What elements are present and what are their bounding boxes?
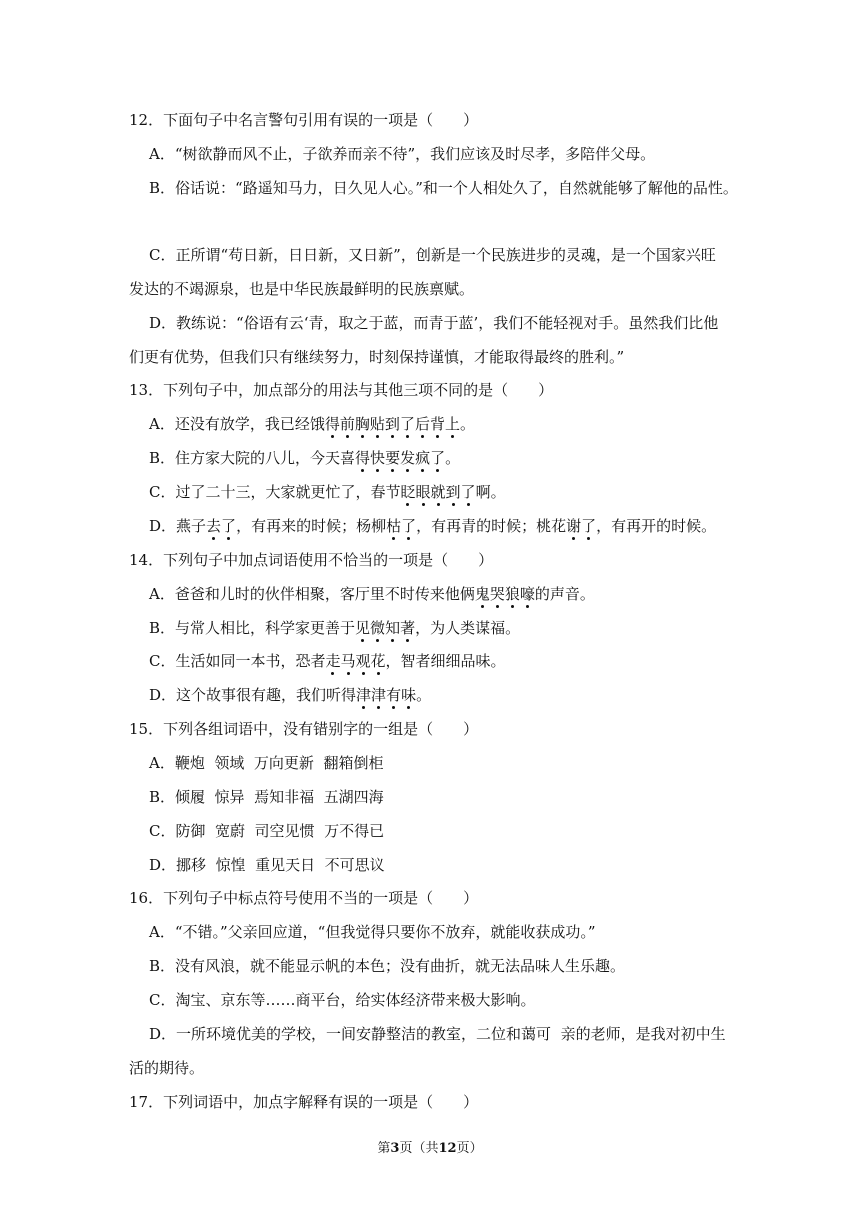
emphasis-char: 狼 <box>504 585 520 603</box>
emphasis-char: 谢 <box>566 517 582 535</box>
option-text: A．爸爸和儿时的伙伴相聚，客厅里不时传来他俩 <box>149 585 475 603</box>
option-text: D．燕子 <box>149 517 207 535</box>
dotted-text <box>386 517 416 535</box>
emphasis-char: 上 <box>444 415 460 433</box>
footer-text: 页） <box>456 1141 483 1156</box>
option-16-d: D．一所环境优美的学校，一间安静整洁的教室，二位和蔼可 亲的老师，是我对初中生 <box>149 1025 726 1043</box>
option-15-a: A．鞭炮 领域 万向更新 翻箱倒柜 <box>149 754 384 772</box>
emphasis-char: 津 <box>371 686 387 704</box>
emphasis-char: 得 <box>324 415 340 433</box>
dotted-text <box>400 483 475 501</box>
option-text: ，有再来的时候；杨柳 <box>236 517 387 535</box>
emphasis-char: 了 <box>399 415 415 433</box>
emphasis-char: 要 <box>385 449 401 467</box>
dotted-text <box>355 619 415 637</box>
option-text: ，智者细细品味。 <box>385 652 506 670</box>
question-13-stem: 13．下列句子中，加点部分的用法与其他三项不同的是（ ） <box>129 381 554 399</box>
emphasis-char: 背 <box>429 415 445 433</box>
emphasis-char: 了 <box>401 517 417 535</box>
option-16-c: C．淘宝、京东等……商平台，给实体经济带来极大影响。 <box>149 991 536 1009</box>
option-13-c <box>149 482 506 502</box>
emphasis-char: 鬼 <box>474 585 490 603</box>
option-text: B．住方家大院的八儿，今天喜 <box>149 449 356 467</box>
option-16-b: B．没有风浪，就不能显示帆的本色；没有曲折，就无法品味人生乐趣。 <box>149 957 626 975</box>
current-page-number: 3 <box>390 1141 400 1156</box>
option-15-c: C．防御 宽蔚 司空见惯 万不得已 <box>149 822 385 840</box>
dotted-text <box>355 449 445 467</box>
dotted-text <box>325 415 460 433</box>
option-text: 啊。 <box>475 483 506 501</box>
emphasis-char: 津 <box>356 686 372 704</box>
option-text: C．过了二十三，大家就更忙了，春节 <box>149 483 401 501</box>
total-page-number: 12 <box>438 1141 457 1156</box>
option-12-a: A．“树欲静而风不止，子欲养而亲不待”，我们应该及时尽孝，多陪伴父母。 <box>149 145 656 163</box>
emphasis-char: 了 <box>460 483 476 501</box>
option-15-b: B．倾履 惊异 焉知非福 五湖四海 <box>149 788 384 806</box>
question-14-stem: 14．下列句子中加点词语使用不恰当的一项是（ ） <box>129 551 494 569</box>
option-12-d-cont: 们更有优势，但我们只有继续努力，时刻保持谨慎，才能取得最终的胜利。” <box>129 348 625 366</box>
option-12-d: D．教练说：“俗语有云‘青，取之于蓝，而青于蓝’，我们不能轻视对手。虽然我们比他 <box>149 314 719 332</box>
emphasis-char: 发 <box>400 449 416 467</box>
emphasis-char: 嚎 <box>519 585 535 603</box>
footer-text: 第 <box>377 1141 391 1156</box>
option-text: ，有再开的时候。 <box>596 517 717 535</box>
question-16-stem: 16．下列句子中标点符号使用不当的一项是（ ） <box>129 889 479 907</box>
emphasis-char: 前 <box>339 415 355 433</box>
option-15-d: D．挪移 惊惶 重见天日 不可思议 <box>149 856 385 874</box>
option-14-b <box>149 618 520 638</box>
emphasis-char: 去 <box>206 517 222 535</box>
option-text: C．生活如同一本书，恐者 <box>149 652 326 670</box>
option-12-c: C．正所谓“苟日新，日日新，又日新”，创新是一个民族进步的灵魂，是一个国家兴旺 <box>149 246 716 264</box>
dotted-text <box>566 517 596 535</box>
option-13-d <box>149 516 716 536</box>
emphasis-char: 有 <box>386 686 402 704</box>
option-12-c-cont: 发达的不竭源泉，也是中华民族最鲜明的民族禀赋。 <box>129 280 475 298</box>
emphasis-char: 到 <box>445 483 461 501</box>
option-text: A．还没有放学，我已经饿 <box>149 415 325 433</box>
question-15-stem: 15．下列各组词语中，没有错别字的一组是（ ） <box>129 720 479 738</box>
dotted-text <box>206 517 236 535</box>
emphasis-char: 哭 <box>489 585 505 603</box>
emphasis-char: 枯 <box>386 517 402 535</box>
option-12-b: B．俗话说：“路遥知马力，日久见人心。”和一个人相处久了，自然就能够了解他的品性。 <box>149 179 738 197</box>
option-text: 。 <box>445 449 461 467</box>
option-16-d-cont: 活的期待。 <box>129 1059 205 1077</box>
emphasis-char: 眼 <box>415 483 431 501</box>
emphasis-char: 眨 <box>400 483 416 501</box>
option-text: ，为人类谋福。 <box>415 619 521 637</box>
emphasis-char: 了 <box>221 517 237 535</box>
emphasis-char: 了 <box>430 449 446 467</box>
option-text: 的声音。 <box>534 585 595 603</box>
option-14-d <box>149 685 431 705</box>
emphasis-char: 观 <box>355 652 371 670</box>
emphasis-char: 知 <box>385 619 401 637</box>
emphasis-char: 著 <box>400 619 416 637</box>
emphasis-char: 后 <box>414 415 430 433</box>
option-14-a <box>149 584 595 604</box>
emphasis-char: 贴 <box>369 415 385 433</box>
question-12-stem: 12．下面句子中名言警句引用有误的一项是（ ） <box>129 111 479 129</box>
dotted-text <box>356 686 416 704</box>
emphasis-char: 到 <box>384 415 400 433</box>
option-13-b <box>149 448 460 468</box>
option-14-c <box>149 651 506 671</box>
emphasis-char: 疯 <box>415 449 431 467</box>
option-text: ，有再青的时候；桃花 <box>416 517 567 535</box>
emphasis-char: 走 <box>325 652 341 670</box>
question-17-stem: 17．下列词语中，加点字解释有误的一项是（ ） <box>129 1093 479 1111</box>
emphasis-char: 就 <box>430 483 446 501</box>
emphasis-char: 见 <box>355 619 371 637</box>
option-16-a: A．“不错。”父亲回应道，“但我觉得只要你不放弃，就能收获成功。” <box>149 923 596 941</box>
page-footer <box>0 1140 860 1158</box>
option-text: B．与常人相比，科学家更善于 <box>149 619 356 637</box>
emphasis-char: 微 <box>370 619 386 637</box>
emphasis-char: 味 <box>401 686 417 704</box>
option-text: 。 <box>416 686 432 704</box>
emphasis-char: 马 <box>340 652 356 670</box>
emphasis-char: 了 <box>581 517 597 535</box>
emphasis-char: 得 <box>355 449 371 467</box>
dotted-text <box>325 652 385 670</box>
emphasis-char: 快 <box>370 449 386 467</box>
emphasis-char: 胸 <box>354 415 370 433</box>
emphasis-char: 花 <box>370 652 386 670</box>
option-text: D．这个故事很有趣，我们听得 <box>149 686 357 704</box>
option-text: 。 <box>459 415 475 433</box>
option-13-a <box>149 414 475 434</box>
footer-text: 页（共 <box>399 1141 439 1156</box>
dotted-text <box>475 585 535 603</box>
